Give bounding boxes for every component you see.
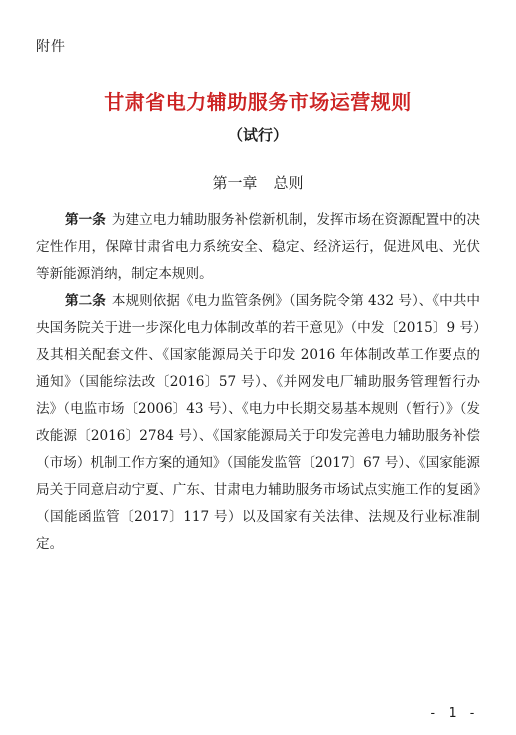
attachment-label: 附件 xyxy=(36,39,66,55)
article-label: 第一条 xyxy=(65,212,106,228)
chapter-heading xyxy=(0,172,516,193)
document-subtitle: （试行） xyxy=(227,126,288,144)
document-title: 甘肃省电力辅助服务市场运营规则 xyxy=(104,90,412,114)
article-paragraph xyxy=(36,207,480,288)
document-body xyxy=(36,207,480,558)
article-text: 为建立电力辅助服务补偿新机制，发挥市场在资源配置中的决定性作用，保障甘肃省电力系统安全、稳定、经济运行，促进风电、光伏等新能源消纳，制定本规则。 xyxy=(36,212,481,282)
chapter-name: 总则 xyxy=(273,174,304,192)
chapter-number: 第一章 xyxy=(212,174,258,192)
page-number: - 1 - xyxy=(428,706,478,721)
article-paragraph xyxy=(36,288,480,558)
article-label: 第二条 xyxy=(65,293,106,309)
article-text: 本规则依据《电力监管条例》（国务院令第 432 号）、《中共中央国务院关于进一步深化电力体制改革的若干意见》（中发〔2015〕9 号）及其相关配套文件、《国家能源局关于印发 2016 年体制改革工作要点的通知》（国能综法改〔2016〕57 号）、《并网发电厂辅助服务管理暂行办法》（电监市场〔2006〕43 号）、《电力中长期交易基本规则（暂行）》（发改能源〔2016〕2784 号）、《国家能源局关于印发完善电力辅助服务补偿（市场）机制工作方案的通知》（国能发监管〔2017〕67 号）、《国家能源局关于同意启动宁夏、广东、甘肃电力辅助服务市场试点实施工作的复函》（国能函监管〔2017〕117 号）以及国家有关法律、法规及行业标准制定。 xyxy=(36,293,481,552)
